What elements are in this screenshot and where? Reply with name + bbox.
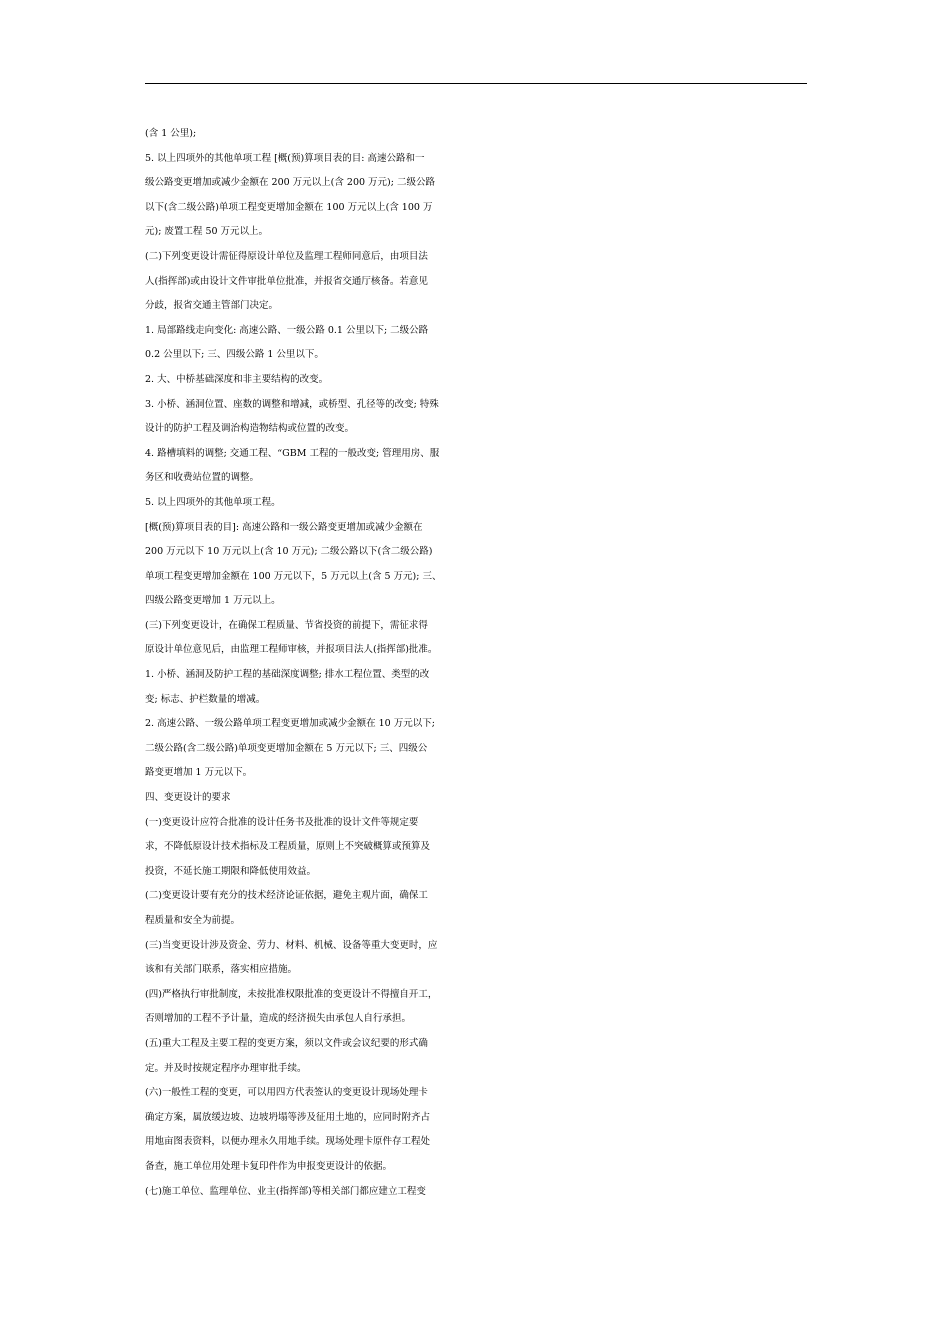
- text-line: (四)严格执行审批制度，未按批准权限批准的变更设计不得擅自开工，: [145, 988, 438, 1000]
- text-line: 四级公路变更增加 1 万元以上。: [145, 595, 281, 607]
- text-line: 程质量和安全为前提。: [145, 915, 241, 926]
- text-line: (三)下列变更设计，在确保工程质量、节省投资的前提下，需征求得: [145, 619, 428, 631]
- text-line: 3. 小桥、涵洞位置、座数的调整和增减，或桥型、孔径等的改变; 特殊: [145, 398, 439, 410]
- text-line: 务区和收费站位置的调整。: [145, 472, 260, 484]
- text-line: 人(指挥部)或由设计文件审批单位批准，并报省交通厅核备。若意见: [145, 275, 428, 287]
- text-line: 5. 以上四项外的其他单项工程。: [145, 496, 281, 508]
- header-rule: [145, 83, 807, 84]
- document-body: [145, 122, 813, 1204]
- text-line: 原设计单位意见后，由监理工程师审核，并报项目法人(指挥部)批准。: [145, 644, 438, 656]
- text-line: 投资，不延长施工期限和降低使用效益。: [145, 865, 317, 877]
- text-line: 路变更增加 1 万元以下。: [145, 767, 253, 779]
- text-line: 级公路变更增加或减少金额在 200 万元以上(含 200 万元); 二级公路: [145, 177, 435, 189]
- text-line: 1. 局部路线走向变化: 高速公路、一级公路 0.1 公里以下; 二级公路: [145, 324, 429, 336]
- text-line: 2. 大、中桥基础深度和非主要结构的改变。: [145, 373, 329, 385]
- text-line: 设计的防护工程及调治构造物结构或位置的改变。: [145, 423, 355, 435]
- text-line: 分歧，报省交通主管部门决定。: [145, 300, 279, 312]
- text-line: 变; 标志、护栏数量的增减。: [145, 693, 266, 705]
- text-line: (五)重大工程及主要工程的变更方案，须以文件或会议纪要的形式确: [145, 1037, 428, 1049]
- text-line: 该和有关部门联系，落实相应措施。: [145, 964, 298, 976]
- text-line: 备查，施工单位用处理卡复印件作为申报变更设计的依据。: [145, 1160, 393, 1172]
- text-line: 4. 路槽填料的调整; 交通工程、“GBM 工程的一般改变; 管理用房、服: [145, 447, 440, 459]
- text-line: 2. 高速公路、一级公路单项工程变更增加或减少金额在 10 万元以下;: [145, 718, 435, 730]
- text-line: 以下(含二级公路)单项工程变更增加金额在 100 万元以上(含 100 万: [145, 201, 433, 213]
- text-line: 用地亩图表资料，以便办理永久用地手续。现场处理卡原件存工程处: [145, 1136, 431, 1148]
- text-line: [概(预)算项目表的目]: 高速公路和一级公路变更增加或减少金额在: [145, 521, 423, 533]
- text-line: 求，不降低原设计技术指标及工程质量，原则上不突破概算或预算及: [145, 841, 431, 853]
- text-line: (七)施工单位、监理单位、业主(指挥部)等相关部门都应建立工程变: [145, 1185, 426, 1197]
- text-line: 5. 以上四项外的其他单项工程 [概(预)算项目表的目: 高速公路和一: [145, 152, 425, 164]
- text-line: (含 1 公里);: [145, 128, 197, 139]
- text-line: 二级公路(含二级公路)单项变更增加金额在 5 万元以下; 三、四级公: [145, 742, 428, 754]
- text-line: (六)一般性工程的变更，可以用四方代表签认的变更设计现场处理卡: [145, 1087, 428, 1099]
- text-line: 200 万元以下 10 万元以上(含 10 万元); 二级公路以下(含二级公路): [145, 546, 433, 558]
- text-line: 1. 小桥、涵洞及防护工程的基础深度调整; 排水工程位置、类型的改: [145, 669, 430, 681]
- text-line: (二)变更设计要有充分的技术经济论证依据，避免主观片面，确保工: [145, 890, 428, 902]
- text-line: 0.2 公里以下; 三、四级公路 1 公里以下。: [145, 349, 324, 361]
- text-line: (一)变更设计应符合批准的设计任务书及批准的设计文件等规定要: [145, 816, 419, 828]
- text-line: 定。并及时按规定程序办理审批手续。: [145, 1062, 307, 1074]
- text-line: (三)当变更设计涉及资金、劳力、材料、机械、设备等重大变更时，应: [145, 939, 438, 951]
- text-line: 否则增加的工程不予计量，造成的经济损失由承包人自行承担。: [145, 1013, 412, 1025]
- text-line: 单项工程变更增加金额在 100 万元以下，5 万元以上(含 5 万元); 三、: [145, 570, 442, 582]
- text-line: 元); 废置工程 50 万元以上。: [145, 226, 269, 238]
- text-line: (二)下列变更设计需征得原设计单位及监理工程师同意后，由项目法: [145, 250, 428, 262]
- text-line: 确定方案，属放缓边坡、边坡坍塌等涉及征用土地的，应同时附齐占: [145, 1111, 431, 1123]
- section-heading: 四、变更设计的要求: [145, 792, 231, 804]
